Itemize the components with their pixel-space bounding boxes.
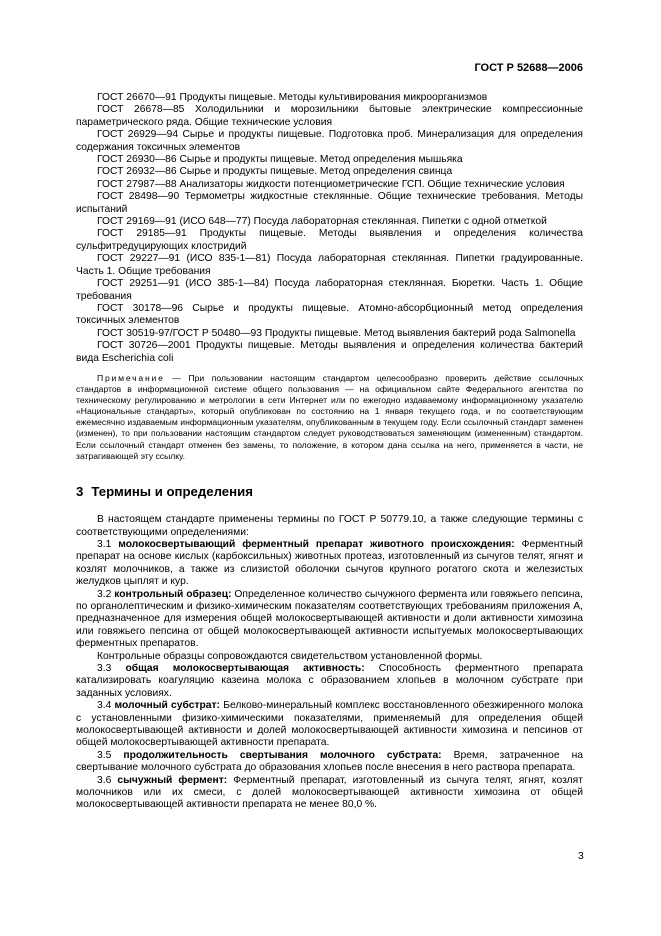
note-label: Примечание: [97, 372, 165, 383]
reference-item: ГОСТ 29251—91 (ИСО 385-1—84) Посуда лабораторная стеклянная. Бюретки. Часть 1. Общие требования: [76, 278, 583, 302]
terms-list: [76, 539, 583, 812]
note-text: — При пользовании настоящим стандартом целесообразно проверить действие ссылочных стандартов в информационной системе общего пользования — на официальном сайте Федерального агентства по техническому регулированию и метрологии в сети Интернет или по ежегодно издаваемому информационному указателю «Национальные стандарты», который опубликован по состоянию на 1 января текущего года, и по соответствующим ежемесячно издаваемым информационным указателям, опубликованным в текущем году. Если ссылочный стандарт заменен (изменен), то при пользовании настоящим стандартом следует руководствоваться заменяющим (измененным) стандартом. Если ссылочный стандарт отменен без замены, то положение, в котором дана ссылка на него, применяется в части, не затрагивающей эту ссылку.: [76, 372, 583, 461]
term-entry: [76, 700, 583, 750]
term-name: молочный субстрат:: [114, 700, 220, 712]
reference-item: ГОСТ 30519-97/ГОСТ Р 50480—93 Продукты пищевые. Метод выявления бактерий рода Salmonella: [97, 327, 576, 339]
note-paragraph: [76, 373, 583, 462]
reference-item: ГОСТ 30726—2001 Продукты пищевые. Методы выявления и определения количества бактерий вида Escherichia coli: [76, 340, 583, 364]
term-name: общая молокосвертывающая активность:: [125, 662, 365, 674]
section-heading: [76, 483, 583, 499]
reference-item: ГОСТ 29227—91 (ИСО 835-1—81) Посуда лабораторная стеклянная. Пипетки градуированные. Часть 1. Общие требования: [76, 253, 583, 277]
term-entry: [76, 750, 583, 775]
term-definition: Белково-минеральный комплекс восстановленного обезжиренного молока с установленными физико-химическими показателями, применяемый для определения общей молокосвертывающей активности и долей молокосвертывающей активности химозина и пепсинов от общей молокосвертывающей активности препарата.: [76, 700, 583, 749]
section-number: 3: [76, 483, 84, 499]
page-number: 3: [578, 851, 584, 862]
term-definition: Ферментный препарат на основе кислых (карбоксильных) животных протеаз, изготовленный из сычугов телят, ягнят и козлят молочников, а также из слизистой оболочки сычугов крупного рогатого скота и железистых желудков цыплят и кур.: [76, 538, 583, 588]
section-title: Термины и определения: [91, 483, 253, 499]
term-name: сычужный фермент:: [117, 774, 228, 786]
term-number: 3.3: [97, 662, 112, 674]
term-definition: Способность ферментного препарата катализировать коагуляцию казеина молока с образованием хлопьев в молочном субстрате при заданных условиях.: [76, 662, 583, 699]
term-definition: Определенное количество сычужного фермента или говяжьего пепсина, по органолептическим и физико-химическим показателям соответствующих требованиям приложения А, предназначенное для измерения общей молокосвертывающей активности и доли активности химозина или говяжьего пепсина от общей молокосвертывающей активности испытуемых молокосвертывающих ферментных препаратов.: [76, 588, 583, 650]
reference-item: ГОСТ 28498—90 Термометры жидкостные стеклянные. Общие технические требования. Методы испытаний: [76, 191, 583, 215]
term-entry: [76, 663, 583, 700]
term-number: 3.5: [97, 749, 112, 761]
term-name: контрольный образец:: [114, 588, 232, 600]
term-number: 3.4: [97, 700, 112, 712]
reference-item: ГОСТ 26670—91 Продукты пищевые. Методы культивирования микроорганизмов: [97, 92, 488, 103]
term-definition: Контрольные образцы сопровождаются свидетельством установленной формы.: [97, 650, 483, 662]
term-name: молокосвертывающий ферментный препарат животного происхождения:: [118, 538, 515, 550]
term-number: 3.1: [97, 538, 112, 550]
reference-item: ГОСТ 26929—94 Сырье и продукты пищевые. Подготовка проб. Минерализация для определения содержания токсичных элементов: [76, 129, 583, 153]
reference-item: ГОСТ 26930—86 Сырье и продукты пищевые. Метод определения мышьяка: [97, 154, 463, 166]
references-list: [76, 92, 583, 365]
reference-item: ГОСТ 29169—91 (ИСО 648—77) Посуда лабораторная стеклянная. Пипетки с одной отметкой: [97, 216, 547, 228]
reference-item: ГОСТ 26932—86 Сырье и продукты пищевые. Метод определения свинца: [97, 166, 453, 178]
reference-item: ГОСТ 29185—91 Продукты пищевые. Методы выявления и определения количества сульфитредуцирующих клостридий: [76, 228, 583, 252]
term-number: 3.2: [97, 588, 112, 600]
term-definition: Ферментный препарат, изготовленный из сычуга телят, ягнят, козлят молочников или их смеси, с долей молокосвертывающей активности химозина от общей молокосвертывающей активности препарата не менее 80,0 %.: [76, 774, 583, 811]
term-entry: [76, 775, 583, 812]
section-intro: В настоящем стандарте применены термины по ГОСТ Р 50779.10, а также следующие термины с соответствующими определениями:: [76, 514, 583, 538]
term-entry: [76, 539, 583, 589]
document-header: ГОСТ Р 52688—2006: [474, 62, 583, 74]
page-content: [76, 92, 583, 812]
term-continuation: [76, 651, 583, 663]
reference-item: ГОСТ 26678—85 Холодильники и морозильники бытовые электрические компрессионные параметрического ряда. Общие технические условия: [76, 104, 583, 128]
reference-item: ГОСТ 30178—96 Сырье и продукты пищевые. Атомно-абсорбционный метод определения токсичных элементов: [76, 302, 583, 327]
term-number: 3.6: [97, 774, 112, 786]
term-name: продолжительность свертывания молочного субстрата:: [123, 749, 442, 761]
reference-item: ГОСТ 27987—88 Анализаторы жидкости потенциометрические ГСП. Общие технические условия: [97, 178, 565, 190]
term-entry: [76, 589, 583, 651]
term-definition: Время, затраченное на свертывание молочного субстрата до образования хлопьев после внесения в него раствора препарата.: [76, 749, 583, 774]
